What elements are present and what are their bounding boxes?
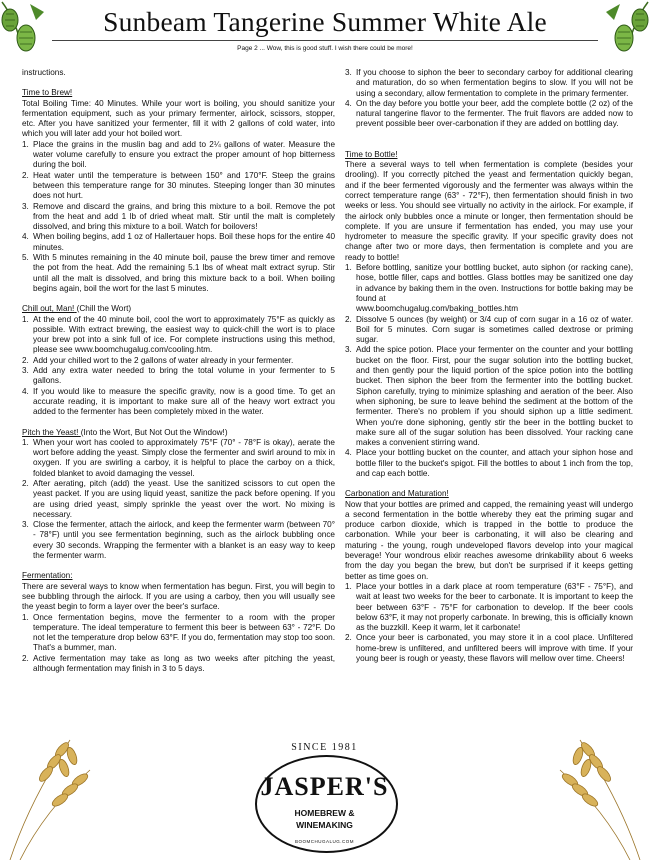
list-item: 1. Place your bottles in a dark place at room temperature (63°F - 75°F), and wait at least two weeks for the beer to carbonate. It is important to keep the beer between 63°F - 75°F for carbonation to develop. If the beer cools below 63°F, it may not properly carbonate. In brewing, this is officially known as the buzzkill. Keep it warm, let it carbonate!	[345, 581, 633, 633]
list-item: 2. Heat water until the temperature is between 150° and 170°F. Steep the grains between this temperature range for 30 minutes. Steeping longer than 30 minutes does not hurt.	[22, 170, 335, 201]
logo-tagline-1: HOMEBREW &	[294, 808, 355, 818]
logo-website: BOOMCHUGALUG.COM	[294, 839, 354, 844]
chill-steps	[22, 315, 335, 418]
title-divider	[52, 40, 598, 41]
page-subtitle: Page 2 ... Wow, this is good stuff. I wish there could be more!	[237, 45, 413, 52]
pitch-heading: Pitch the Yeast! (Into the Wort, But Not Out the Window!)	[22, 427, 228, 437]
list-item: 2. Add your chilled wort to the 2 gallons of water already in your fermenter.	[22, 355, 294, 365]
logo-name: JASPER'S	[260, 772, 389, 801]
brew-steps	[22, 140, 335, 294]
right-column	[345, 68, 633, 664]
brew-intro: Total Boiling Time: 40 Minutes. While your wort is boiling, you should sanitize your fermentation equipment, such as your primary fermenter, airlock, scissors, stopper, etc. After you have sanitized your fermenter, fill it with 2 gallons of cold water, into which you will later add your hot boiled wort.	[22, 98, 335, 139]
ferment-steps-continued	[345, 68, 633, 130]
list-item: 4. Place your bottling bucket on the counter, and attach your siphon hose and bottle filler to the bucket's spigot. Fill the bottles to about 1 inch from the top, and cap each bottle.	[345, 448, 633, 478]
logo-tagline-2: WINEMAKING	[296, 820, 353, 830]
list-item: 2. Active fermentation may take as long as two weeks after pitching the yeast, although fermentation may finish in 3 to 5 days.	[22, 653, 335, 674]
carb-intro: Now that your bottles are primed and capped, the remaining yeast will undergo a second fermentation in the bottle whereby they eat the priming sugar and produce carbon dioxide, which is trapped in the bottle to produce the carbonation. While your beer is carbonating, it will also be clearing and maturing - the young, rough undeveloped flavors develop into your magical beverage! Your wondrous elixir reaches awesome drinkability about 6 weeks from the day you began the brew, but don't be surprised if it keeps getting better as time goes on.	[345, 499, 633, 581]
list-item: 2. Once your beer is carbonated, you may store it in a cool place. Unfiltered home-brew is unfiltered, and unfiltered beers will improve with time. If your young beer is rough or yeasty, these flavors will mellow over time. Cheers!	[345, 633, 633, 664]
list-item: 2. Dissolve 5 ounces (by weight) or 3/4 cup of corn sugar in a 16 oz of water. Boil for 5 minutes. Corn sugar is sometimes called dextrose or priming sugar.	[345, 314, 633, 345]
list-item: 5. With 5 minutes remaining in the 40 minute boil, pause the brew timer and remove the pot from the heat. Add the remaining 5.1 lbs of wheat malt extract syrup. Stir until all the malt is dissolved, and bring this mixture back to a boil. When boiling begins again, boil the wort for the last 5 minutes.	[22, 253, 335, 293]
list-item: 3. Remove and discard the grains, and bring this mixture to a boil. Remove the pot from the heat and add 1 lb of dried wheat malt. Stir until the malt is completely dissolved, and bring this mixture to a boil. Watch for boilovers!	[22, 201, 335, 232]
ferment-intro: There are several ways to know when fermentation has begun. First, you will begin to see bubbling through the airlock. If you are using a carboy, then you will usually see the yeast begin to form a layer over the beer's surface.	[22, 581, 335, 612]
left-column	[22, 68, 335, 674]
jaspers-logo	[247, 742, 402, 854]
list-item: 3. If you choose to siphon the beer to secondary carboy for additional clearing and maturation, do so when fermentation begins to slow. If you will not be using a secondary, allow fermentation to complete in the primary fermenter.	[345, 68, 633, 98]
list-item: 4. When boiling begins, add 1 oz of Hallertauer hops. Boil these hops for the entire 40 minutes.	[22, 232, 335, 252]
brew-heading: Time to Brew!	[22, 88, 73, 98]
chill-heading: Chill out, Man! (Chill the Wort)	[22, 304, 132, 314]
list-item: 1. Place the grains in the muslin bag and add to 2¼ gallons of water. Measure the water volume carefully to ensure you extract the proper amount of hop bitterness during the boil.	[22, 139, 335, 170]
wheat-icon	[0, 720, 95, 860]
continued-text: instructions.	[22, 68, 66, 77]
ferment-heading: Fermentation:	[22, 571, 73, 581]
list-item: 4. On the day before you bottle your beer, add the complete bottle (2 oz) of the natural tangerine flavor to the fermenter. The fruit flavors are added now to prevent possible beer over-carbonation if they are added on bottling day.	[345, 98, 633, 129]
list-item: 3. Close the fermenter, attach the airlock, and keep the fermenter warm (between 70° - 78°F) until you see fermentation beginning, such as the airlock bubbling once every 30 seconds. Wrapping the fermenter with a blanket is an easy way to keep the fermenter warm.	[22, 520, 335, 561]
logo-since: SINCE 1981	[291, 742, 358, 753]
bottle-intro: There a several ways to tell when fermentation is complete (besides your drooling). If you correctly pitched the yeast and fermentation quickly began, and if the beer fermented vigorously and the fermenter was always within the correct temperature range (63° - 72°F), then fermentation should finish in two weeks or less. You should see virtually no activity in the airlock. For example, if the airlock only bubbles once a minute or longer, then fermentation should be complete. If you are unsure if fermentation has ended, you may use your hydrometer to measure the specific gravity. If your specific gravity does not change after two or more days, then fermentation is complete and you are ready to bottle!	[345, 160, 633, 262]
ferment-steps	[22, 613, 335, 675]
list-item: 1. When your wort has cooled to approximately 75°F (70° - 78°F is okay), aerate the wort before adding the yeast. Simply close the fermenter and swirl around to mix in oxygen. If you are swirling a carboy, it is helpful to place the carboy on a thick, folded blanket to avoid damaging the vessel.	[22, 437, 335, 478]
list-item: 3. Add the spice potion. Place your fermenter on the counter and your bottling bucket on the floor. First, pour the sugar solution into the bottling bucket, and then gently pour the liquid portion of the spice potion into the bottling bucket. Then siphon the beer from the fermenter into the bottling bucket. Siphon carefully, trying to minimize splashing and aeration of the beer. Also when siphoning, be sure to leave behind the sediment at the bottom of the fermenter. There's no problem if you should siphon up a little sediment. When you're done siphoning, gently stir the beer in the bottling bucket to make sure all of the sugar solution has been dissolved. Your racking cane makes a convenient stirring wand.	[345, 345, 633, 448]
wheat-icon	[555, 720, 650, 860]
baking-bottles-link[interactable]: www.boomchugalug.com/baking_bottles.htm	[356, 304, 519, 314]
list-item: 1. Before bottling, sanitize your bottling bucket, auto siphon (or racking cane), hose, bottle filler, caps and bottles. Glass bottles may be sanitized one day in advance by baking them in the oven. Instructions for bottle baking may be found at www.boomchugalug.com/baking_bottles.htm	[345, 263, 633, 314]
list-item: 1. Once fermentation begins, move the fermenter to a room with the proper temperature. The ideal temperature to ferment this beer is between 63° - 72°F. Do not let the temperature drop below 63°F. If you do, fermentation may stop too soon. That's a bummer, man.	[22, 612, 335, 653]
list-item: 4. If you would like to measure the specific gravity, now is a good time. To get an accurate reading, it is important to make sure all of the heavy wort extract you added to the fermenter has been completely mixed in the water.	[22, 386, 335, 417]
list-item: 2. After aerating, pitch (add) the yeast. Use the sanitized scissors to cut open the yeast packet. If you are using liquid yeast, sanitize the pack before opening. If you are using dried yeast, simply sprinkle the yeast over the wort. No mixing is necessary.	[22, 478, 335, 519]
list-item: 3. Add any extra water needed to bring the total volume in your fermenter to 5 gallons.	[22, 366, 335, 386]
page-title: Sunbeam Tangerine Summer White Ale	[103, 6, 547, 37]
list-item: 1. At the end of the 40 minute boil, cool the wort to approximately 75°F as quickly as possible. With extract brewing, the easiest way to quick-chill the wort is to place your brew pot into a sink full of ice. For complete instructions using this method, please see www.boomchugalug.com/cooling.htm.	[22, 314, 335, 355]
carb-heading: Carbonation and Maturation!	[345, 489, 449, 499]
carb-steps	[345, 582, 633, 664]
bottle-steps	[345, 263, 633, 479]
pitch-steps	[22, 438, 335, 562]
bottle-heading: Time to Bottle!	[345, 149, 398, 159]
